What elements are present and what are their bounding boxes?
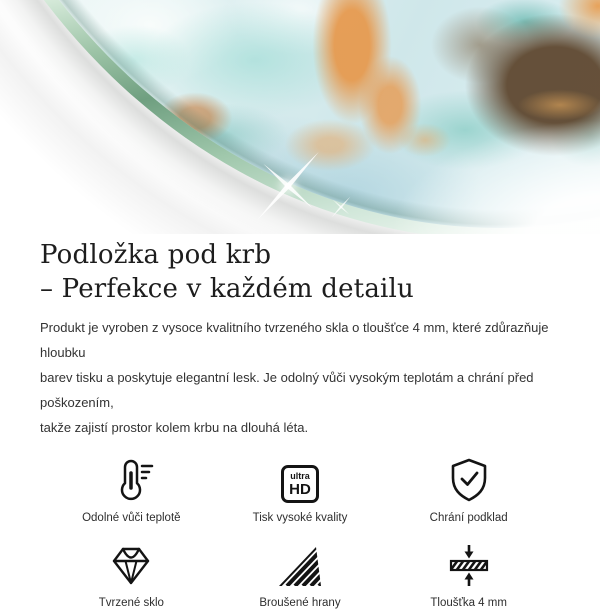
- sparkle-icon: [238, 136, 338, 236]
- diamond-icon: [108, 542, 154, 588]
- thickness-icon: [446, 542, 492, 588]
- description-line: Produkt je vyroben z vysoce kvalitního tvrzeného skla o tloušťce 4 mm, které zdůrazňuje hloubku: [40, 320, 549, 360]
- feature-polished-edges: [216, 542, 385, 609]
- feature-label: Chrání podklad: [429, 512, 508, 524]
- feature-label: Tloušťka 4 mm: [430, 597, 507, 609]
- title-line-1: Podložka pod krb: [40, 240, 272, 270]
- page-title: [40, 238, 560, 306]
- feature-label: Tvrzené sklo: [98, 597, 164, 609]
- feature-label: Odolné vůči teplotě: [82, 512, 181, 524]
- beveled-edges-icon: [277, 542, 323, 588]
- uhd-text-top: ultra: [290, 470, 310, 481]
- hero-section: [0, 0, 600, 234]
- feature-print-quality: [216, 457, 385, 524]
- thermometer-icon: [108, 457, 154, 503]
- feature-tempered-glass: [47, 542, 216, 609]
- features-grid: [47, 457, 553, 609]
- uhd-text-bottom: HD: [289, 480, 311, 498]
- content-section: [0, 238, 600, 609]
- feature-heat-resistant: [47, 457, 216, 524]
- feature-protects-surface: [384, 457, 553, 524]
- description-line: takže zajistí prostor kolem krbu na dlouhá léta.: [40, 420, 309, 435]
- feature-label: Broušené hrany: [259, 597, 341, 609]
- product-description: [40, 315, 560, 440]
- description-line: barev tisku a poskytuje elegantní lesk. Je odolný vůči vysokým teplotám a chrání před poškozením,: [40, 370, 534, 410]
- ultra-hd-icon: [281, 457, 319, 503]
- shield-check-icon: [446, 457, 492, 503]
- feature-thickness: [384, 542, 553, 609]
- small-sparkle-icon: [326, 192, 356, 222]
- feature-label: Tisk vysoké kvality: [252, 512, 348, 524]
- title-line-2: – Perfekce v každém detailu: [40, 274, 414, 304]
